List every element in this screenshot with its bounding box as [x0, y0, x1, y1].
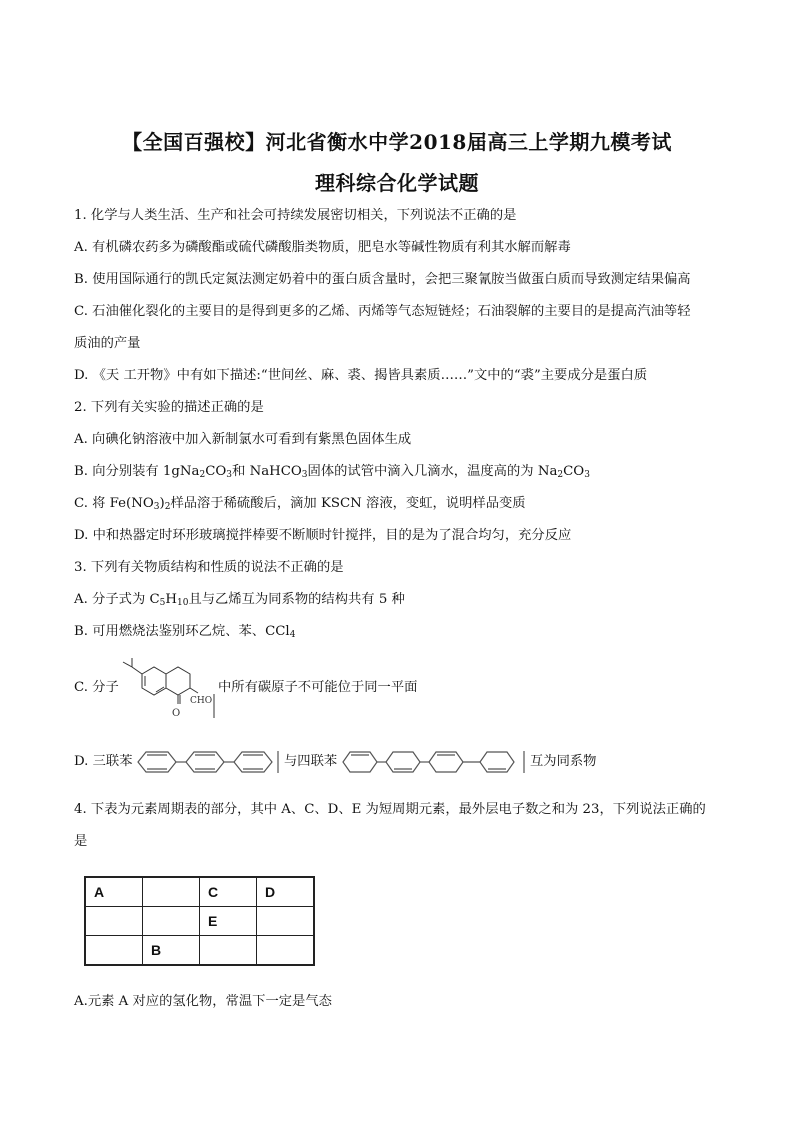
q4-stem: 4. 下表为元素周期表的部分，其中 A、C、D、E 为短周期元素，最外层电子数之和为 23，下列说法正确的 [74, 802, 706, 817]
aldehyde-group-label: CHO [190, 696, 213, 706]
q2-option-b: B. 向分别装有 $1gNa_2CO_3$和 NaHCO$_3$固体的试管中滴入几滴水，温度高的为 $Na_2CO_3$ [74, 464, 590, 480]
table-cell: D [257, 877, 315, 907]
q1-option-d: D. 《天 工开物》中有如下描述:“世间丝、麻、裘、揭皆具素质……”文中的“裘”主要成分是蛋白质 [74, 368, 648, 383]
table-cell [85, 907, 143, 936]
periodic-table-fragment [84, 876, 315, 966]
table-cell: B [143, 936, 200, 966]
table-cell [85, 936, 143, 966]
q3-option-d-label: D. 三联苯 [74, 754, 133, 769]
carbonyl-oxygen-label: O [172, 708, 181, 719]
q2-option-c: C. 将 $Fe(NO_3)_2$样品溶于稀硫酸后，滴加 KSCN 溶液，变虹，说明样品变质 [74, 496, 526, 512]
q3-option-a: A. 分子式为 $C_5H_{10}$且与乙烯互为同系物的结构共有 5 种 [74, 592, 405, 608]
q3-option-b: B. 可用燃烧法鉴别环乙烷、苯、CCl$_4$ [74, 624, 296, 640]
q2-stem: 2. 下列有关实验的描述正确的是 [74, 400, 264, 415]
q3-option-c-text: 中所有碳原子不可能位于同一平面 [218, 680, 418, 695]
q1-option-c-cont: 质油的产量 [74, 336, 141, 351]
q1-option-c: C. 石油催化裂化的主要目的是得到更多的乙烯、丙烯等气态短链烃；石油裂解的主要目的是提高汽油等轻 [74, 304, 691, 319]
table-cell: A [85, 877, 143, 907]
exam-title: 【全国百强校】河北省衡水中学2018届高三上学期九模考试 [122, 130, 672, 154]
table-row [85, 907, 314, 936]
q2-option-d: D. 中和热器定时环形玻璃搅拌棒要不断顺时针搅拌，目的是为了混合均匀，充分反应 [74, 528, 572, 543]
q4-stem-cont: 是 [74, 834, 88, 849]
table-cell [257, 907, 315, 936]
q4-option-a: A.元素 A 对应的氢化物，常温下一定是气态 [74, 994, 332, 1009]
q3-option-c-label: C. 分子 [74, 680, 119, 695]
table-cell: C [200, 877, 257, 907]
bicyclic-aldehyde-molecule [118, 656, 218, 720]
table-cell [200, 936, 257, 966]
q3-stem: 3. 下列有关物质结构和性质的说法不正确的是 [74, 560, 344, 575]
q1-option-a: A. 有机磷农药多为磷酸酯或硫代磷酸脂类物质，肥皂水等碱性物质有利其水解而解毒 [74, 240, 571, 255]
q3-option-d-text: 互为同系物 [530, 754, 597, 769]
table-cell [257, 936, 315, 966]
q1-stem: 1. 化学与人类生活、生产和社会可持续发展密切相关，下列说法不正确的是 [74, 208, 517, 223]
q3-option-d-mid: 与四联苯 [284, 754, 338, 769]
q1-option-b: B. 使用国际通行的凯氏定氮法测定奶着中的蛋白质含量时，会把三聚氰胺当做蛋白质而导致测定结果偏高 [74, 272, 691, 287]
quaterphenyl-structure [340, 748, 530, 776]
table-row [85, 936, 314, 966]
table-cell [143, 907, 200, 936]
table-row [85, 877, 314, 907]
exam-subtitle: 理科综合化学试题 [315, 171, 479, 195]
terphenyl-structure [135, 748, 281, 776]
table-cell: E [200, 907, 257, 936]
q2-option-a: A. 向碘化钠溶液中加入新制氯水可看到有紫黑色固体生成 [74, 432, 412, 447]
table-cell [143, 877, 200, 907]
